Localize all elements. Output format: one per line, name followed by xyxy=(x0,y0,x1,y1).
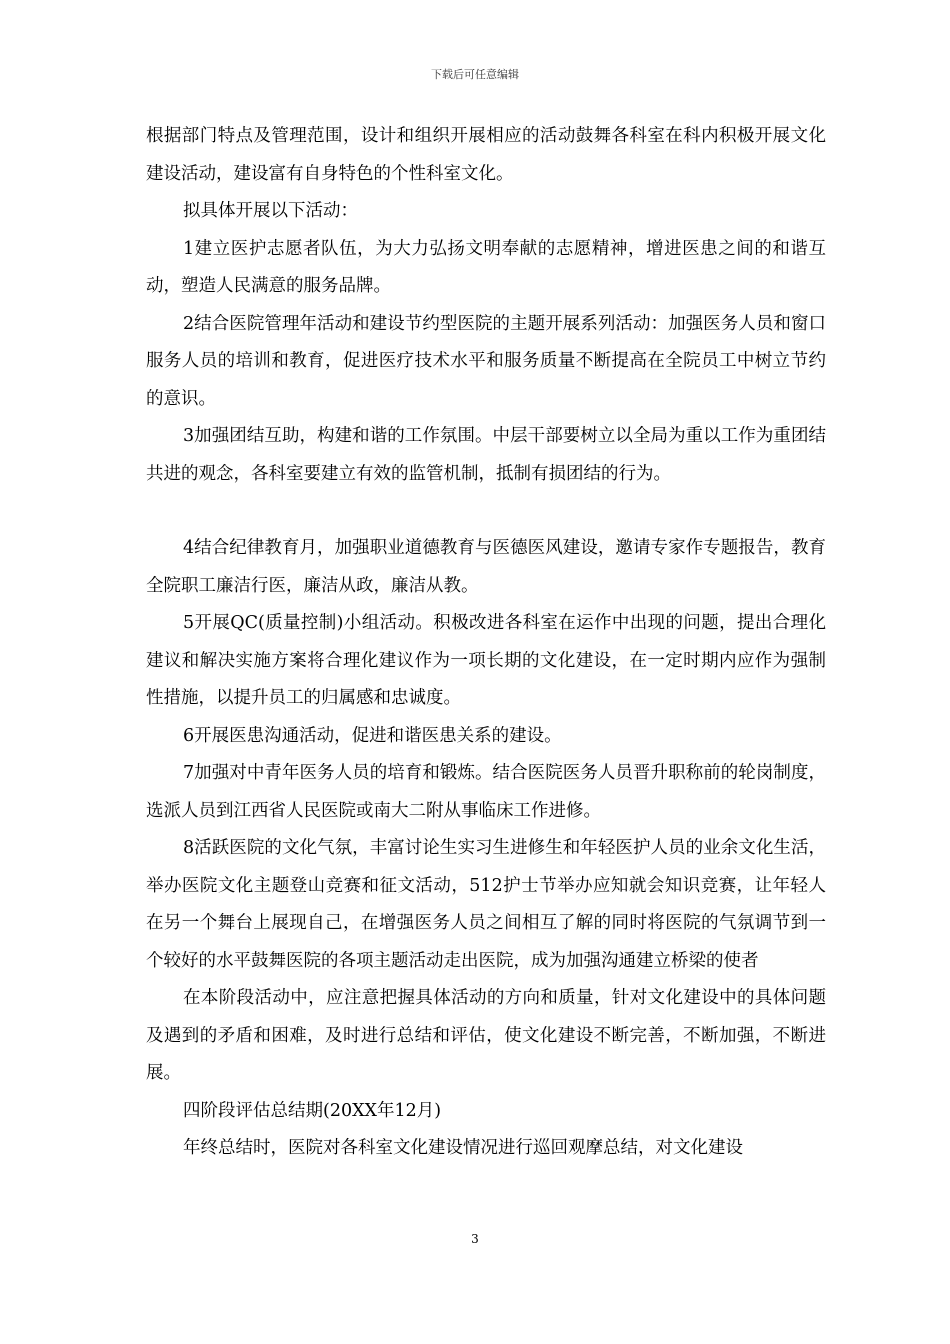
paragraph-item-6: 6开展医患沟通活动，促进和谐医患关系的建设。 xyxy=(183,725,562,746)
paragraph-intro: 根据部门特点及管理范围，设计和组织开展相应的活动鼓舞各科室在科内积极开展文化建设活动，建设富有自身特色的个性科室文化。 xyxy=(146,126,826,184)
paragraph-activities-heading: 拟具体开展以下活动： xyxy=(183,201,358,221)
paragraph-stage-four-heading: 四阶段评估总结期(20XX年12月) xyxy=(183,1100,442,1121)
page-number: 3 xyxy=(471,1232,479,1246)
blank-line xyxy=(146,493,826,530)
paragraph-item-5: 5开展QC(质量控制)小组活动。积极改进各科室在运作中出现的问题，提出合理化建议和解决实施方案将合理化建议作为一项长期的文化建设，在一定时期内应作为强制性措施，以提升员工的归属感和忠诚度。 xyxy=(146,613,826,708)
paragraph-stage-notes: 在本阶段活动中，应注意把握具体活动的方向和质量，针对文化建设中的具体问题及遇到的矛盾和困难，及时进行总结和评估，使文化建设不断完善，不断加强，不断进展。 xyxy=(146,988,826,1083)
paragraph-item-7: 7加强对中青年医务人员的培育和锻炼。结合医院医务人员晋升职称前的轮岗制度，选派人员到江西省人民医院或南大二附从事临床工作进修。 xyxy=(146,763,826,821)
document-body xyxy=(146,118,826,1168)
paragraph-item-1: 1建立医护志愿者队伍，为大力弘扬文明奉献的志愿精神，增进医患之间的和谐互动，塑造人民满意的服务品牌。 xyxy=(146,238,826,296)
paragraph-item-4: 4结合纪律教育月，加强职业道德教育与医德医风建设，邀请专家作专题报告，教育全院职工廉洁行医，廉洁从政，廉洁从教。 xyxy=(146,538,826,596)
paragraph-year-end-summary: 年终总结时，医院对各科室文化建设情况进行巡回观摩总结，对文化建设 xyxy=(183,1138,743,1158)
paragraph-item-3: 3加强团结互助，构建和谐的工作氛围。中层干部要树立以全局为重以工作为重团结共进的观念，各科室要建立有效的监管机制，抵制有损团结的行为。 xyxy=(146,426,826,484)
page-header-note: 下载后可任意编辑 xyxy=(431,68,519,81)
paragraph-item-8: 8活跃医院的文化气氛，丰富讨论生实习生进修生和年轻医护人员的业余文化生活，举办医院文化主题登山竞赛和征文活动，512护士节举办应知就会知识竞赛，让年轻人在另一个舞台上展现自己，在增强医务人员之间相互了解的同时将医院的气氛调节到一个较好的水平鼓舞医院的各项主题活动走出医院，成为加强沟通建立桥梁的使者 xyxy=(146,838,826,971)
paragraph-item-2: 2结合医院管理年活动和建设节约型医院的主题开展系列活动：加强医务人员和窗口服务人员的培训和教育，促进医疗技术水平和服务质量不断提高在全院员工中树立节约的意识。 xyxy=(146,313,826,409)
